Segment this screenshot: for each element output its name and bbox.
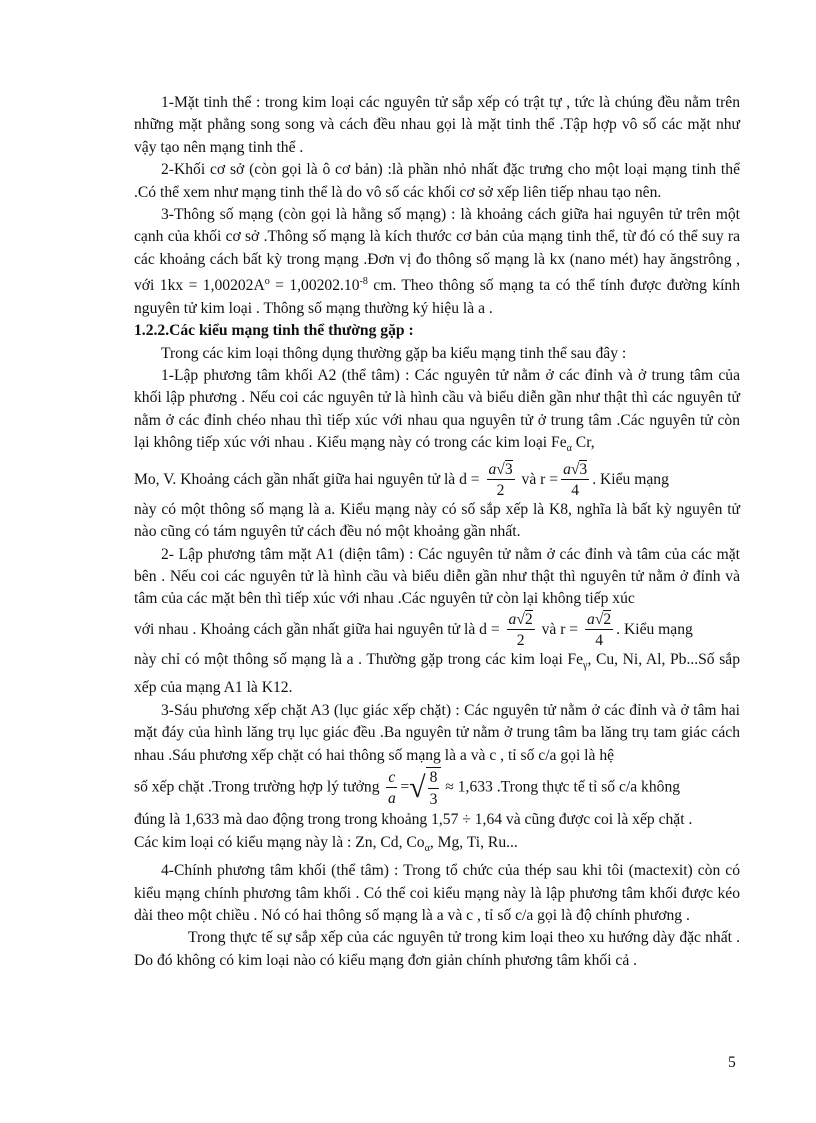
paragraph-a2 [134, 365, 740, 461]
text-span: 3-Thông số mạng (còn gọi là hằng số mạng) : là khoảng cách giữa hai nguyên tử trên một cạnh của khối cơ sở .Thông số mạng là kích thước cơ bản của mạng tinh thể, từ đó có thể suy ra các khoảng cách bất kỳ trong mạng .Đơn vị đo thông số mạng là kx (nano mét) hay ăngstrông , với 1kx = 1,00202A [134, 206, 740, 295]
fraction-r: $\frac{a√3}{4}$ [563, 460, 588, 500]
superscript: -8 [359, 276, 368, 288]
superscript: o [264, 276, 270, 288]
equation-line-a3 [134, 767, 740, 809]
radicand: 3 [579, 460, 588, 478]
paragraph-intro: Trong các kim loại thông dụng thường gặp ba kiểu mạng tinh thể sau đây : [161, 344, 627, 362]
fraction-d: $\frac{a√3}{2}$ [488, 460, 513, 500]
paragraph-a3-metals [134, 832, 740, 861]
text-span: ≈ 1,633 .Trong thực tế tỉ số c/a không [441, 778, 681, 796]
text-span: và r = [517, 470, 559, 488]
subscript: α [566, 443, 572, 455]
paragraph-a1-tail [134, 649, 740, 700]
text-span: , Mg, Ti, Ru... [429, 833, 518, 851]
paragraph-a1: 2- Lập phương tâm mặt A1 (diện tâm) : Các nguyên tử nằm ở các đỉnh và tâm của các mặt bên . Nếu coi các nguyên tử là hình cầu và biểu diễn gần như thật thì nguyên tử nằm ở đỉnh và tâm của các mặt bên thì tiếp xúc với nhau .Các nguyên tử còn lại không tiếp xúc [134, 545, 740, 608]
text-span: với nhau . Khoảng cách gần nhất giữa hai nguyên tử là d = [134, 620, 504, 638]
paragraph-conclusion: Trong thực tế sự sắp xếp của các nguyên tử trong kim loại theo xu hướng dày đặc nhất . Do đó không có kim loại nào có kiểu mạng đơn giản chính phương tâm khối cả . [134, 929, 740, 969]
paragraph-a3: 3-Sáu phương xếp chặt A3 (lục giác xếp chặt) : Các nguyên tử nằm ở các đỉnh và ở tâm hai mặt đáy của hình lăng trụ lục giác đều .Ba nguyên tử nằm ở trung tâm ba lăng trụ tam giác cách nhau .Sáu phương xếp chặt có hai thông số mạng là a và c , tỉ số c/a gọi là hệ [134, 701, 740, 764]
section-heading: 1.2.2.Các kiểu mạng tinh thể thường gặp : [134, 322, 414, 340]
fraction-r: $\frac{a√2}{4}$ [587, 610, 612, 650]
radicand: 3 [504, 460, 513, 478]
paragraph-tetragonal: 4-Chính phương tâm khối (thể tâm) : Trong tổ chức của thép sau khi tôi (mactexit) còn có kiểu mạng chính phương tâm khối . Có thể coi kiểu mạng này là lập phương tâm khối được kéo dài theo một chiều . Nó có hai thông số mạng là a và c , tỉ số c/a gọi là độ chính phương . [134, 862, 740, 924]
paragraph-crystal-plane: 1-Mặt tinh thể : trong kim loại các nguyên tử sắp xếp có trật tự , tức là chúng đều nằm trên những mặt phẳng song song và cách đều nhau gọi là mặt tinh thể .Tập hợp vô số các mặt như vậy tạo nên mạng tinh thể . [134, 94, 740, 156]
variable: a [563, 460, 571, 478]
denominator: 4 [595, 632, 603, 650]
denominator: a [387, 790, 396, 808]
radicand: 2 [603, 610, 612, 628]
subscript: α [424, 842, 430, 854]
denominator: 2 [516, 632, 525, 650]
text-span: Các kim loại có kiểu mạng này là : Zn, Cd, Co [134, 833, 425, 851]
paragraph-a3-tail: đúng là 1,633 mà dao động trong trong khoảng 1,57 ÷ 1,64 và cũng được coi là xếp chặt . [134, 811, 693, 829]
paragraph-a2-tail: này có một thông số mạng là a. Kiểu mạng này có số sắp xếp là K8, nghĩa là bất kỳ nguyên tử nào cũng có tám nguyên tử cách đều nó một khoảng gần nhất. [134, 500, 740, 541]
paragraph-lattice-parameter [134, 204, 740, 320]
text-span: này chỉ có một thông số mạng là a . Thường gặp trong các kim loại Fe [134, 650, 584, 668]
text-span: , Cu, Ni, Al, Pb...Số sắp xếp của mạng A1 là K12. [134, 650, 740, 697]
subscript: γ [583, 659, 588, 671]
variable: a [508, 610, 517, 628]
radicand: 2 [524, 610, 533, 628]
text-span: 1-Lập phương tâm khối A2 (thể tâm) : Các nguyên tử nằm ở các đỉnh và ở trung tâm của khối lập phương . Nếu coi các nguyên tử là hình cầu và biểu diễn gần như thật thì các nguyên tử nằm ở các đỉnh chéo nhau thì tiếp xúc với nhau qua nguyên tử ở trung tâm .Các nguyên tử còn lại không tiếp xúc với nhau . Kiểu mạng này có trong các kim loại Fe [134, 367, 740, 452]
numerator: c [386, 770, 397, 789]
denominator: 4 [571, 482, 580, 500]
equals-sign: = [400, 778, 410, 796]
numerator: 8 [428, 770, 440, 789]
paragraph-unit-cell: 2-Khối cơ sở (còn gọi là ô cơ bản) :là phần nhỏ nhất đặc trưng cho một loại mạng tinh thể .Có thể xem như mạng tinh thể là do vô số các khối cơ sở xếp liên tiếp nhau tạo nên. [134, 161, 740, 201]
page-number: 5 [728, 1054, 736, 1071]
text-span: cm. Theo thông số mạng ta có thể tính được đường kính nguyên tử kim loại . Thông số mạng thường ký hiệu là a . [134, 277, 741, 317]
text-span: số xếp chặt .Trong trường hợp lý tưởng [134, 778, 384, 796]
sqrt-8-over-3: √ $\frac{8}{3}$ [409, 767, 441, 809]
fraction-c-over-a [386, 770, 397, 807]
equation-line-a2 [134, 461, 740, 499]
text-span: . Kiểu mạng [592, 470, 669, 488]
text-span: . Kiểu mạng [616, 620, 693, 638]
fraction-d: $\frac{a√2}{2}$ [508, 610, 533, 650]
denominator: 3 [429, 790, 438, 808]
variable: a [587, 610, 595, 628]
denominator: 2 [496, 482, 505, 500]
document-body [134, 92, 740, 972]
text-span: = 1,00202.10 [269, 277, 360, 295]
text-span: Cr, [571, 434, 595, 452]
text-span: và r = [537, 620, 583, 638]
variable: a [488, 460, 497, 478]
text-span: Mo, V. Khoảng cách gần nhất giữa hai nguyên tử là d = [134, 470, 484, 488]
equation-line-a1 [134, 611, 740, 649]
